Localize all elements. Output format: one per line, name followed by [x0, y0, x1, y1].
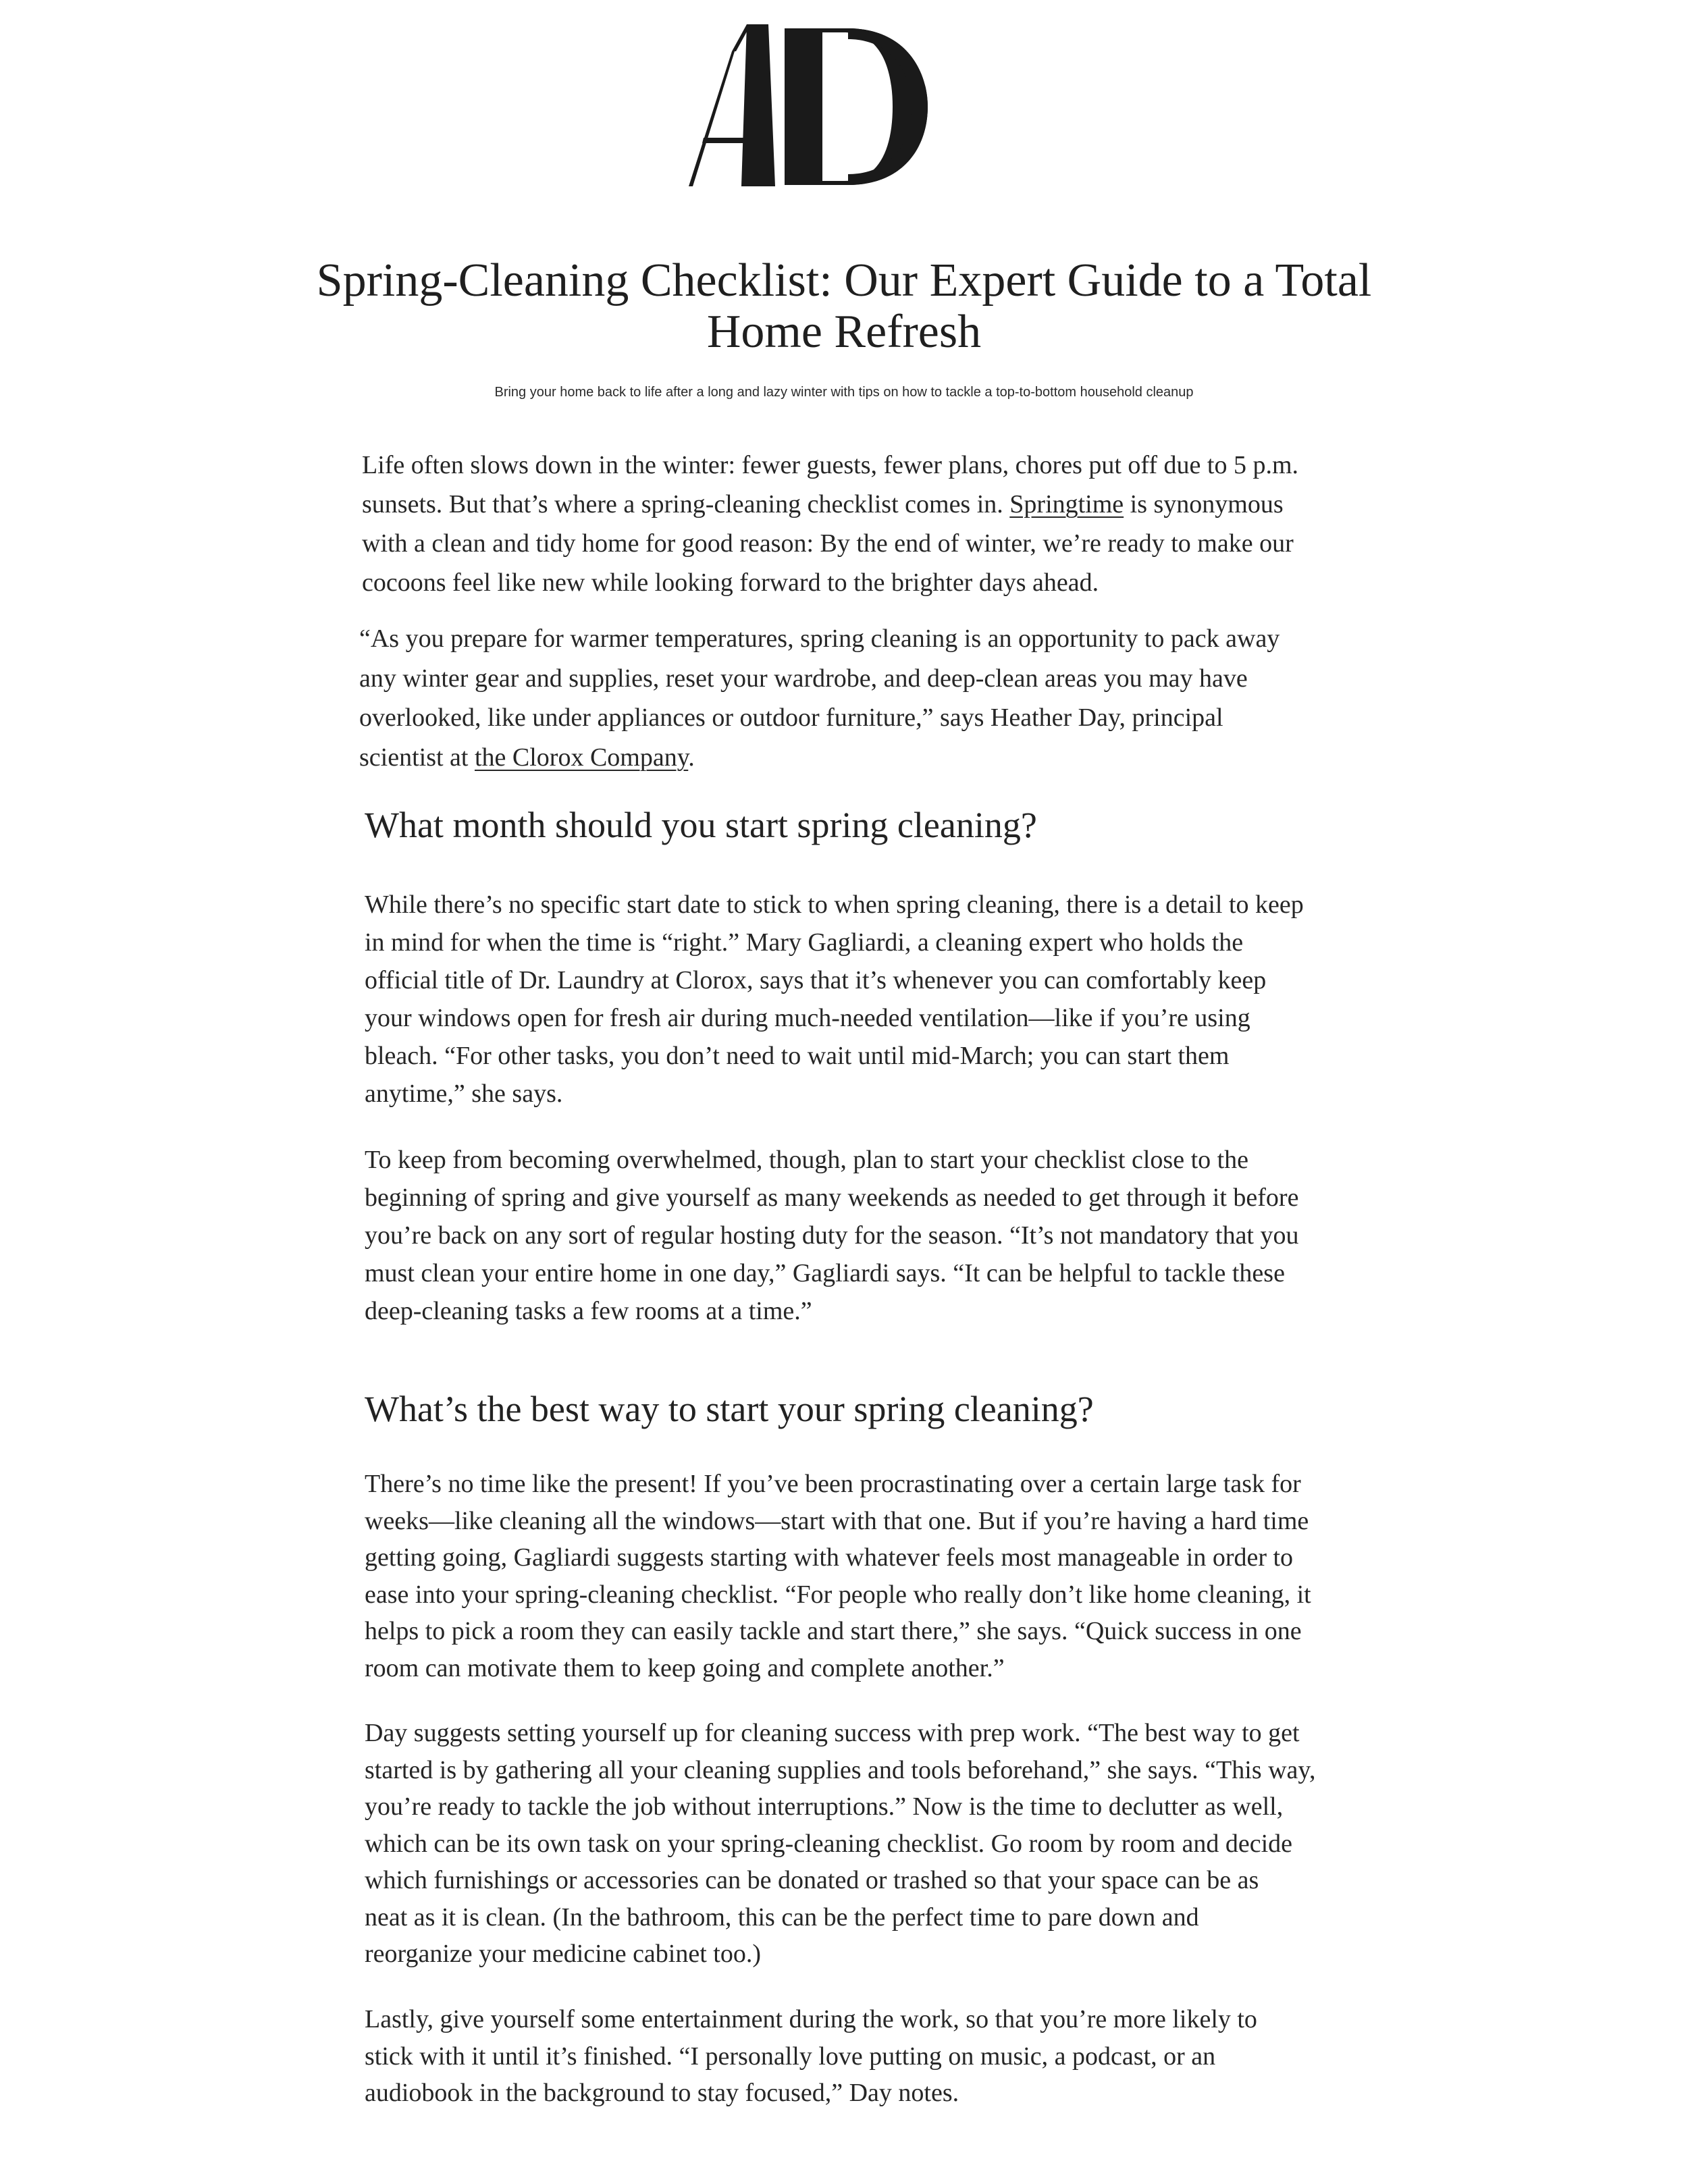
- section-heading: What month should you start spring cleaning?: [365, 805, 1037, 845]
- section-heading: What’s the best way to start your spring cleaning?: [365, 1389, 1094, 1429]
- headline-line: Spring-Cleaning Checklist: Our Expert Guide to a Total: [316, 255, 1372, 307]
- springtime-link[interactable]: Springtime: [1009, 490, 1124, 518]
- ad-logo: [689, 24, 939, 193]
- section2-paragraph-2: Day suggests setting yourself up for cleaning success with prep work. “The best way to get started is by gathering all your cleaning supplies and tools beforehand,” she says. “This way, you’re ready to tackle the job without interruptions.” Now is the time to declutter as well, which can be its own task on your spring-cleaning checklist. Go room by room and decide which furnishings or accessories can be donated or trashed so that your space can be as neat as it is clean. (In the bathroom, this can be the perfect time to pare down and reorganize your medicine cabinet too.): [365, 1719, 1316, 1968]
- clorox-company-link[interactable]: the Clorox Company: [474, 743, 689, 772]
- section1-paragraph-1: While there’s no specific start date to stick to when spring cleaning, there is a detail to keep in mind for when the time is “right.” Mary Gagliardi, a cleaning expert who holds the official title of Dr. Laundry at Clorox, says that it’s whenever you can comfortably keep your windows open for fresh air during much-needed ventilation—like if you’re using bleach. “For other tasks, you don’t need to wait until mid-March; you can start them anytime,” she says.: [365, 890, 1304, 1108]
- intro-paragraph: Life often slows down in the winter: fewer guests, fewer plans, chores put off due to 5 p.m. sunsets. But that’s where a spring-cleaning checklist comes in. Springtime is synonymous with a clean and tidy home for good reason: By the end of winter, we’re ready to make our cocoons feel like new while looking forward to the brighter days ahead.: [362, 451, 1299, 597]
- article-dek: Bring your home back to life after a long and lazy winter with tips on how to tackle a top-to-bottom household cleanup: [494, 385, 1194, 400]
- quote-paragraph: “As you prepare for warmer temperatures, spring cleaning is an opportunity to pack away any winter gear and supplies, reset your wardrobe, and deep-clean areas you may have overlooked, like under appliances or outdoor furniture,” says Heather Day, principal scientist at the Clorox Company.: [359, 624, 1280, 772]
- section2-paragraph-1: There’s no time like the present! If you’ve been procrastinating over a certain large task for weeks—like cleaning all the windows—start with that one. But if you’re having a hard time getting going, Gagliardi suggests starting with whatever feels most manageable in order to ease into your spring-cleaning checklist. “For people who really don’t like home cleaning, it helps to pick a room they can easily tackle and start there,” she says. “Quick success in one room can motivate them to keep going and complete another.”: [365, 1470, 1311, 1682]
- article-headline: [236, 255, 1452, 358]
- section1-paragraph-2: To keep from becoming overwhelmed, though, plan to start your checklist close to the beginning of spring and give yourself as many weekends as needed to get through it before you’re back on any sort of regular hosting duty for the season. “It’s not mandatory that you must clean your entire home in one day,” Gagliardi says. “It can be helpful to tackle these deep-cleaning tasks a few rooms at a time.”: [365, 1146, 1299, 1325]
- headline-line: Home Refresh: [706, 306, 982, 358]
- section2-paragraph-3: Lastly, give yourself some entertainment during the work, so that you’re more likely to stick with it until it’s finished. “I personally love putting on music, a podcast, or an audiobook in the background to stay focused,” Day notes.: [365, 2005, 1257, 2107]
